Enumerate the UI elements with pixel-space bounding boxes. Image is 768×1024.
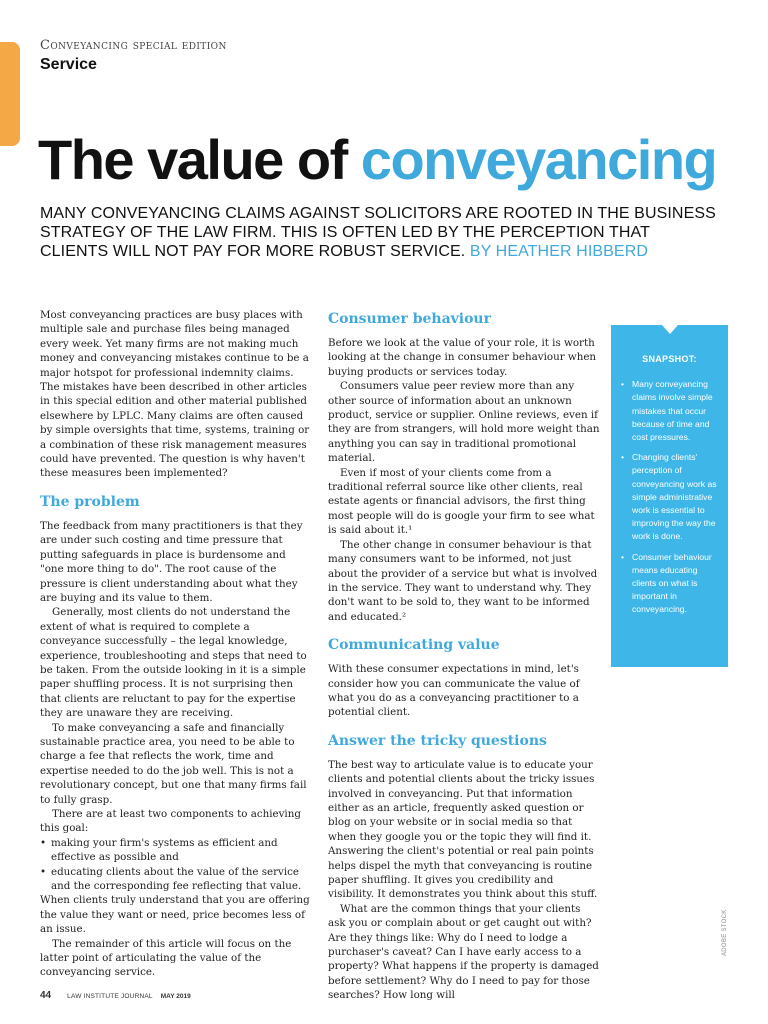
- snapshot-box: [611, 325, 728, 667]
- column-left: [40, 308, 312, 980]
- paragraph: To make conveyancing a safe and financially sustainable practice area, you need to be able to charge a fee that reflects the work, time and expertise needed to do the job well. This is not a revolutionary concept, but one that many firms fail to fully grasp.: [40, 721, 307, 806]
- components-list: [40, 836, 312, 894]
- paragraph: With these consumer expectations in mind, let's consider how you can communicate the value of what you do as a conveyancing practitioner to a potential client.: [328, 663, 580, 719]
- paragraph: There are at least two components to achieving this goal:: [40, 808, 301, 835]
- column-middle: [328, 308, 600, 1003]
- section-tab: [0, 42, 20, 146]
- snapshot-title: SNAPSHOT:: [642, 354, 697, 364]
- page-footer: [40, 990, 191, 1001]
- journal-name: LAW INSTITUTE JOURNAL: [67, 993, 153, 1000]
- paragraph: What are the common things that your clients ask you or complain about or get caught out with? Are they things like: Why do I need to lodge a purchaser's caveat? Can I have early access to a property? What happens if the property is damaged before settlement? Why do I need to pay for those searches? How long will: [328, 902, 599, 1002]
- heading-communicating-value: Communicating value: [328, 637, 500, 654]
- list-item: • making your firm's systems as efficient and effective as possible and: [40, 836, 312, 865]
- paragraph: The remainder of this article will focus on the latter point of articulating the value of the conveyancing service.: [40, 937, 292, 979]
- page-number: 44: [40, 990, 52, 1001]
- title-highlight: conveyancing: [360, 128, 717, 191]
- heading-answer-tricky-questions: Answer the tricky questions: [328, 732, 547, 749]
- heading-the-problem: The problem: [40, 493, 140, 510]
- byline: BY HEATHER HIBBERD: [469, 243, 649, 260]
- snapshot-notch: [662, 325, 678, 334]
- title-lead: The value of: [38, 128, 361, 191]
- paragraph: The other change in consumer behaviour is that many consumers want to be informed, not just about the provider of a service but what is involved in the service. They want to understand why. They don't want to be sold to, they want to be informed and educated.²: [328, 538, 598, 623]
- list-item: • educating clients about the value of the service and the corresponding fee reflecting that value.: [40, 865, 312, 894]
- paragraph: The best way to articulate value is to educate your clients and potential clients about the tricky issues involved in conveyancing. Put that information either as an article, frequently asked question or blog on your website or in social media so that when they google you or the topic they will find it. Answering the client's potential or real pain points helps dispel the myth that conveyancing is routine paper shuffling. It gives you credibility and visibility. It demonstrates you think about this stuff.: [328, 758, 598, 901]
- intro-paragraph: Most conveyancing practices are busy places with multiple sale and purchase files being managed every week. Yet many firms are not making much money and conveyancing mistakes continue to be a major hotspot for professional indemnity claims. The mistakes have been described in other articles in this special edition and other material published elsewhere by LPLC. Many claims are often caused by simple oversights that time, systems, training or a combination of these risk management measures could have prevented. The question is why haven't these measures been implemented?: [40, 309, 310, 480]
- snapshot-item: • Many conveyancing claims involve simple mistakes that occur because of time and cost pressures.: [621, 378, 718, 444]
- snapshot-item: • Changing clients' perception of conveyancing work as simple administrative work is essential to improving the way the work is done.: [621, 451, 718, 543]
- paragraph: Consumers value peer review more than any other source of information about an unknown product, service or supplier. Online reviews, even if they are from strangers, will hold more weight than anything you can say in traditional promotional material.: [328, 380, 600, 465]
- snapshot-list: [621, 378, 718, 616]
- snapshot-item: • Consumer behaviour means educating clients on what is important in conveyancing.: [621, 551, 718, 617]
- edition-label: Conveyancing special edition: [40, 38, 227, 53]
- issue-date: MAY 2019: [160, 993, 191, 1000]
- heading-consumer-behaviour: Consumer behaviour: [328, 311, 491, 327]
- article-deck: [40, 204, 720, 261]
- paragraph: The feedback from many practitioners is that they are under such costing and time pressure that putting safeguards in place is burdensome and "one more thing to do". The root cause of the pressure is client understanding about what they are buying and its value to them.: [40, 519, 303, 604]
- paragraph: Before we look at the value of your role, it is worth looking at the change in consumer behaviour when buying products or services today.: [328, 337, 597, 378]
- deck-text: MANY CONVEYANCING CLAIMS AGAINST SOLICITORS ARE ROOTED IN THE BUSINESS STRATEGY OF THE LAW FIRM. THIS IS OFTEN LED BY THE PERCEPTION THAT CLIENTS WILL NOT PAY FOR MORE ROBUST SERVICE.: [40, 205, 716, 260]
- photo-credit: ADOBE STOCK: [722, 909, 728, 956]
- article-title: [38, 128, 716, 192]
- section-label: Service: [40, 56, 97, 73]
- paragraph: Generally, most clients do not understand the extent of what is required to complete a conveyance successfully – the legal knowledge, experience, troubleshooting and steps that need to be taken. From the outside looking in it is a simple paper shuffling process. It is not surprising then that clients are reluctant to pay for the expertise they are unaware they are receiving.: [40, 606, 307, 720]
- paragraph: Even if most of your clients come from a traditional referral source like other clients, real estate agents or financial advisors, the first thing most people will do is google your firm to see what is said about it.¹: [328, 466, 595, 537]
- paragraph: When clients truly understand that you are offering the value they want or need, price becomes less of an issue.: [40, 894, 310, 936]
